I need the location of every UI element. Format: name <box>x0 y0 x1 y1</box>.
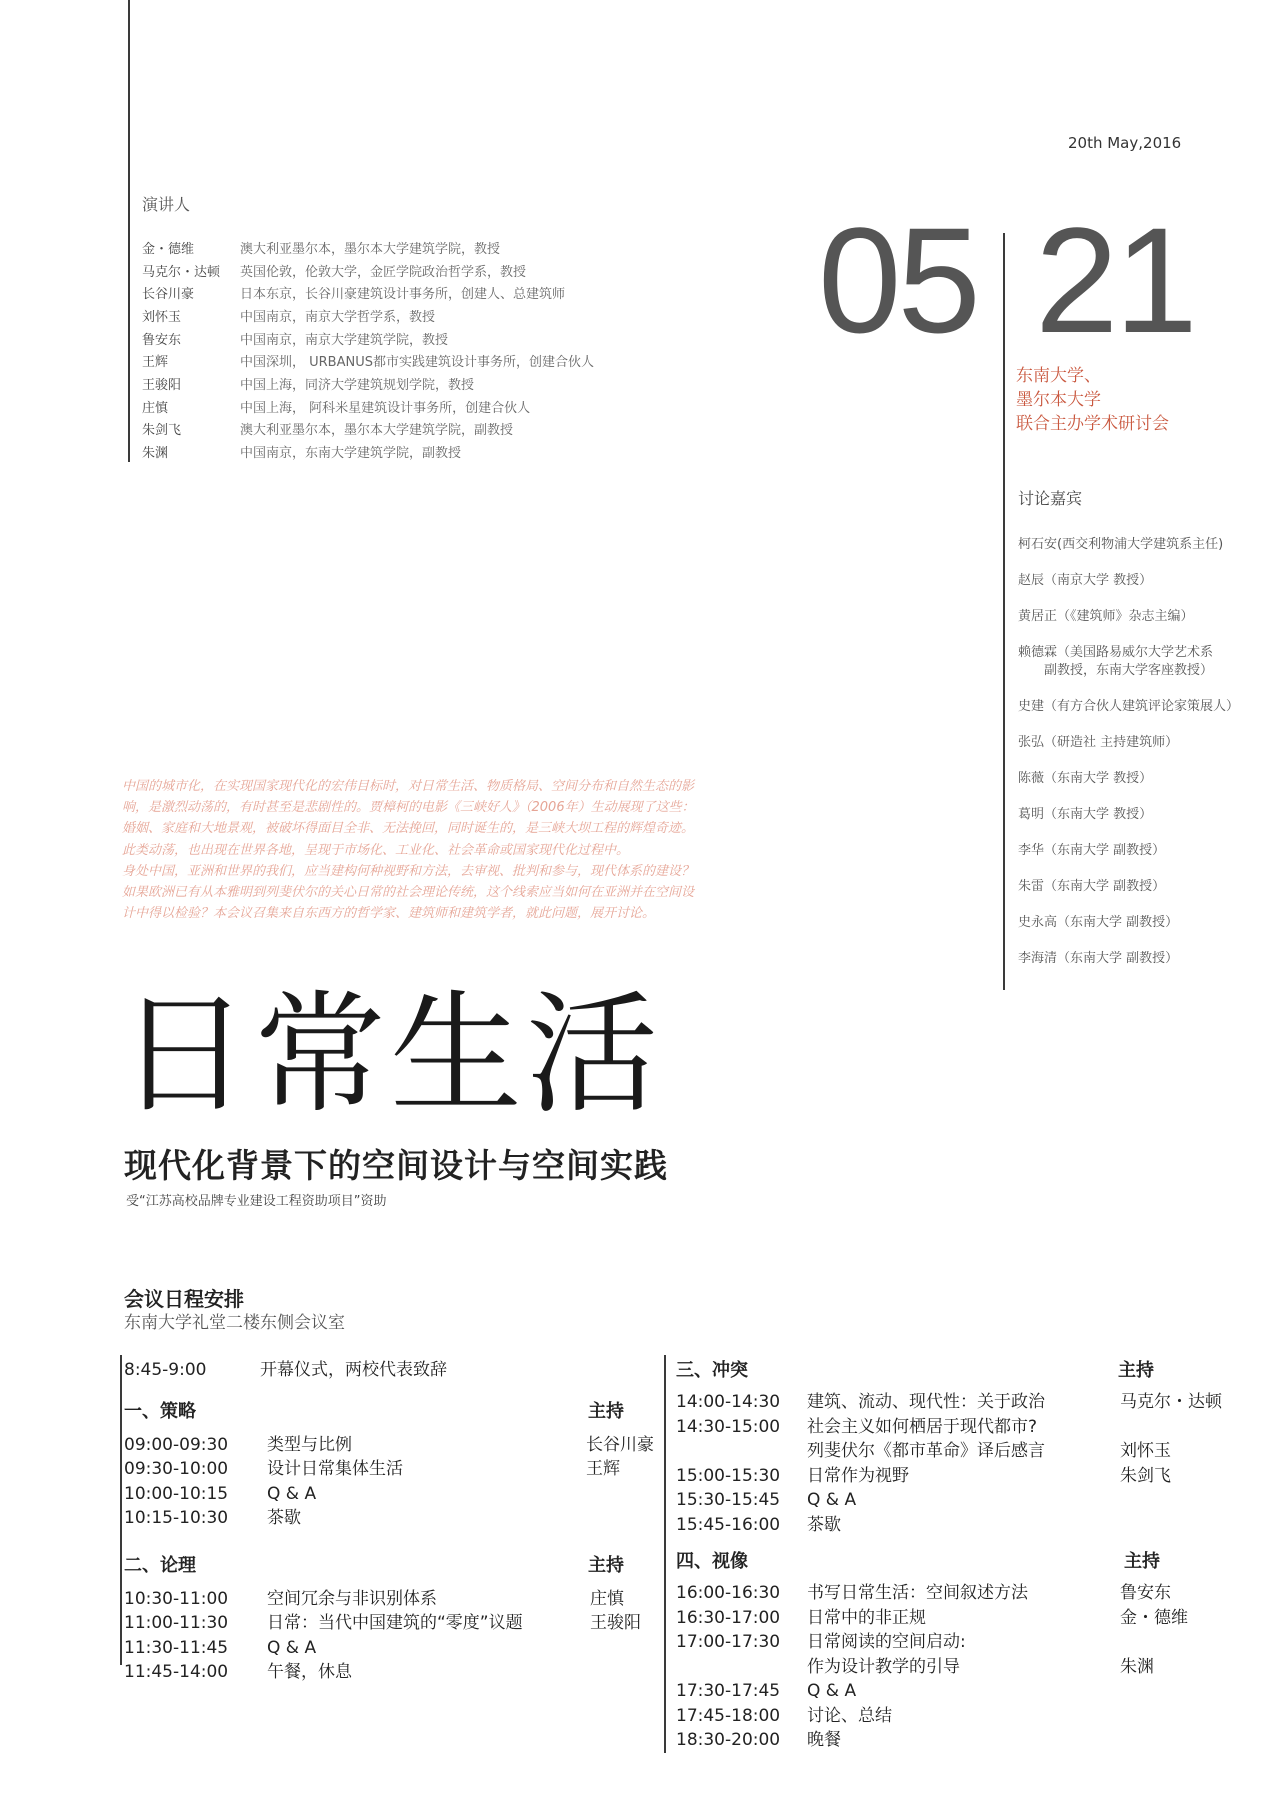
schedule-time: 17:45-18:00 <box>676 1705 781 1726</box>
schedule-row <box>676 1704 1266 1729</box>
schedule-row <box>124 1587 664 1612</box>
intro-paragraph: 身处中国，亚洲和世界的我们，应当建构何种视野和方法，去审视、批判和参与，现代体系的建设？如果欧洲已有从本雅明到列斐伏尔的关心日常的社会理论传统，这个线索应当如何在亚洲并在空间设计中得以检验？本会议召集来自东西方的哲学家、建筑师和建筑学者，就此问题，展开讨论。 <box>122 863 695 922</box>
schedule-time: 15:30-15:45 <box>676 1490 781 1510</box>
speaker-list <box>142 236 662 463</box>
guests-title: 讨论嘉宾 <box>1018 489 1083 508</box>
guest-item: 李华（东南大学 副教授） <box>1018 843 1166 858</box>
main-title: 日常生活 <box>118 978 662 1132</box>
speaker-row <box>142 418 662 441</box>
schedule-title-text: 类型与比例 <box>267 1434 352 1455</box>
schedule-row <box>124 1457 664 1482</box>
schedule-time: 18:30-20:00 <box>676 1730 781 1750</box>
schedule-host: 王骏阳 <box>590 1613 641 1633</box>
schedule-time: 11:30-11:45 <box>124 1637 229 1658</box>
section-name: 三、冲突 <box>676 1360 748 1381</box>
speaker-affiliation: 中国上海，同济大学建筑规划学院，教授 <box>240 377 475 393</box>
guest-item: 朱雷（东南大学 副教授） <box>1018 879 1166 894</box>
schedule-title-text: 空间冗余与非识别体系 <box>267 1588 437 1609</box>
schedule-title-text: 开幕仪式，两校代表致辞 <box>260 1360 447 1380</box>
speaker-row <box>142 304 662 327</box>
section-name: 一、策略 <box>124 1400 196 1422</box>
schedule-time: 11:45-14:00 <box>124 1662 229 1682</box>
schedule-left-column <box>124 1358 664 1685</box>
schedule-row <box>676 1513 1266 1538</box>
speaker-name: 朱剑飞 <box>142 423 182 439</box>
speaker-name: 金・德维 <box>142 241 195 257</box>
schedule-row <box>124 1636 664 1661</box>
speaker-row <box>142 395 662 418</box>
speaker-row <box>142 281 662 304</box>
guest-item: 柯石安(西交利物浦大学建筑系主任) <box>1018 537 1224 552</box>
schedule-time: 8:45-9:00 <box>124 1360 207 1380</box>
speakers-title: 演讲人 <box>142 195 191 214</box>
intro-paragraph: 中国的城市化，在实现国家现代化的宏伟目标时，对日常生活、物质格局、空间分布和自然生态的影响，是激烈动荡的，有时甚至是悲剧性的。贾樟柯的电影《三峡好人》（2006年）生动展现了这些：婚姻、家庭和大地景观，被破坏得面目全非、无法挽回，同时诞生的，是三峡大坝工程的辉煌奇迹。此类动荡，也出现在世界各地，呈现于市场化、工业化、社会革命或国家现代化过程中。 <box>122 779 695 858</box>
guest-item: 史永高（东南大学 副教授） <box>1018 915 1179 930</box>
host-label: 主持 <box>1118 1360 1154 1381</box>
schedule-title-text: 晚餐 <box>807 1730 841 1750</box>
speaker-affiliation: 中国上海， 阿科米星建筑设计事务所，创建合伙人 <box>240 400 531 416</box>
right-rule <box>1003 350 1005 990</box>
schedule-host: 金・德维 <box>1120 1607 1188 1628</box>
schedule-host: 鲁安东 <box>1120 1583 1171 1603</box>
schedule-row <box>676 1630 1266 1655</box>
schedule-title-text: 日常作为视野 <box>807 1465 909 1486</box>
schedule-host: 朱剑飞 <box>1120 1465 1171 1486</box>
host-label: 主持 <box>1124 1551 1160 1572</box>
section-name: 二、论理 <box>124 1554 196 1576</box>
schedule-time: 17:30-17:45 <box>676 1681 781 1701</box>
schedule-time: 09:30-10:00 <box>124 1459 229 1479</box>
section-heading <box>124 1551 664 1581</box>
schedule-host: 王辉 <box>586 1459 620 1479</box>
schedule-time: 09:00-09:30 <box>124 1434 229 1455</box>
host-label: 主持 <box>588 1400 624 1422</box>
big-day: 21 <box>1035 196 1194 364</box>
schedule-title-text: 日常阅读的空间启动: <box>807 1632 966 1652</box>
speaker-row <box>142 259 662 282</box>
speaker-row <box>142 440 662 463</box>
schedule-time: 17:00-17:30 <box>676 1632 781 1652</box>
section-heading <box>676 1547 1266 1577</box>
schedule-time: 10:30-11:00 <box>124 1588 229 1609</box>
organizer-line: 墨尔本大学 <box>1016 390 1101 410</box>
schedule-host: 长谷川豪 <box>586 1434 654 1455</box>
guest-item: 赖德霖（美国路易威尔大学艺术系 副教授，东南大学客座教授） <box>1018 645 1214 678</box>
schedule-title-text: 设计日常集体生活 <box>267 1459 403 1479</box>
schedule-time: 15:45-16:00 <box>676 1514 781 1535</box>
speaker-name: 庄慎 <box>142 400 169 416</box>
schedule-title-text: Q & A <box>267 1637 317 1658</box>
schedule-row <box>676 1606 1266 1631</box>
speaker-row <box>142 327 662 350</box>
speaker-affiliation: 中国南京，南京大学建筑学院，教授 <box>240 332 449 348</box>
date-divider-rule <box>1003 233 1005 351</box>
schedule-row <box>676 1439 1266 1464</box>
schedule-row <box>676 1581 1266 1606</box>
schedule-title-text: 书写日常生活：空间叙述方法 <box>807 1583 1028 1603</box>
speaker-name: 马克尔・达顿 <box>142 264 221 280</box>
guest-item: 史建（有方合伙人建筑评论家策展人） <box>1018 699 1240 714</box>
schedule-title-text: 日常：当代中国建筑的“零度”议题 <box>267 1613 523 1633</box>
organizer-line: 东南大学、 <box>1016 366 1101 386</box>
schedule-row <box>676 1488 1266 1513</box>
section-heading <box>676 1356 1266 1386</box>
speaker-name: 长谷川豪 <box>142 287 195 303</box>
speaker-name: 王辉 <box>142 355 169 371</box>
speaker-row <box>142 236 662 259</box>
schedule-title-text: 日常中的非正规 <box>807 1607 926 1628</box>
speaker-affiliation: 中国南京，东南大学建筑学院，副教授 <box>240 446 462 462</box>
organizers <box>1016 364 1169 436</box>
schedule-row <box>676 1728 1266 1753</box>
schedule-right-column <box>676 1356 1266 1753</box>
big-month: 05 <box>818 196 977 364</box>
guest-item: 赵辰（南京大学 教授） <box>1018 573 1153 588</box>
schedule-host: 刘怀玉 <box>1120 1441 1171 1461</box>
schedule-row <box>676 1390 1266 1415</box>
guest-list <box>1018 536 1268 986</box>
schedule-time: 14:30-15:00 <box>676 1416 781 1437</box>
schedule-title: 会议日程安排 <box>124 1287 244 1311</box>
guest-item: 葛明（东南大学 教授） <box>1018 807 1153 822</box>
schedule-time: 16:30-17:00 <box>676 1607 781 1628</box>
schedule-row <box>676 1415 1266 1440</box>
schedule-host: 马克尔・达顿 <box>1120 1392 1222 1412</box>
schedule-venue: 东南大学礼堂二楼东侧会议室 <box>124 1313 345 1333</box>
speaker-name: 刘怀玉 <box>142 309 182 325</box>
schedule-title-text: 列斐伏尔《都市革命》译后感言 <box>807 1441 1045 1461</box>
schedule-title-text: 社会主义如何栖居于现代都市? <box>807 1416 1038 1437</box>
schedule-time: 11:00-11:30 <box>124 1613 229 1633</box>
schedule-time: 10:15-10:30 <box>124 1508 229 1528</box>
subtitle: 现代化背景下的空间设计与空间实践 <box>124 1146 668 1185</box>
section-name: 四、视像 <box>676 1551 748 1572</box>
speaker-name: 王骏阳 <box>142 377 182 393</box>
speaker-affiliation: 英国伦敦，伦敦大学，金匠学院政治哲学系，教授 <box>240 264 527 280</box>
schedule-host: 朱渊 <box>1120 1656 1154 1677</box>
schedule-row <box>124 1660 664 1685</box>
schedule-title-text: Q & A <box>807 1681 857 1701</box>
schedule-row <box>676 1464 1266 1489</box>
speaker-name: 朱渊 <box>142 446 169 462</box>
schedule-row <box>124 1433 664 1458</box>
speaker-row <box>142 349 662 372</box>
guest-item: 陈薇（东南大学 教授） <box>1018 771 1153 786</box>
speaker-affiliation: 澳大利亚墨尔本，墨尔本大学建筑学院，教授 <box>240 241 501 257</box>
schedule-row <box>124 1506 664 1531</box>
organizer-line: 联合主办学术研讨会 <box>1016 414 1169 434</box>
schedule-time: 15:00-15:30 <box>676 1465 781 1486</box>
guest-item: 李海清（东南大学 副教授） <box>1018 951 1179 966</box>
schedule-title-text: 建筑、流动、现代性：关于政治 <box>807 1392 1045 1412</box>
guest-item: 黄居正（《建筑师》杂志主编） <box>1018 609 1194 624</box>
schedule-title-text: 茶歇 <box>807 1514 841 1535</box>
speaker-row <box>142 372 662 395</box>
speaker-name: 鲁安东 <box>142 332 182 348</box>
schedule-time: 16:00-16:30 <box>676 1583 781 1603</box>
guest-item: 张弘（研造社 主持建筑师） <box>1018 735 1179 750</box>
schedule-title-text: Q & A <box>267 1483 317 1504</box>
speaker-affiliation: 中国南京，南京大学哲学系，教授 <box>240 309 436 325</box>
section-heading <box>124 1397 664 1427</box>
schedule-row <box>676 1679 1266 1704</box>
speaker-affiliation: 日本东京，长谷川豪建筑设计事务所，创建人、总建筑师 <box>240 287 566 303</box>
left-top-rule <box>128 0 130 462</box>
host-label: 主持 <box>588 1554 624 1576</box>
schedule-row <box>676 1655 1266 1680</box>
schedule-title-text: 午餐，休息 <box>267 1662 352 1682</box>
schedule-title-text: Q & A <box>807 1490 857 1510</box>
speaker-affiliation: 中国深圳， URBANUS都市实践建筑设计事务所，创建合伙人 <box>240 355 594 371</box>
schedule-row <box>124 1482 664 1507</box>
speaker-affiliation: 澳大利亚墨尔本，墨尔本大学建筑学院，副教授 <box>240 423 514 439</box>
schedule-title-text: 作为设计教学的引导 <box>807 1656 960 1677</box>
schedule-opening-row <box>124 1358 664 1383</box>
date-text: 20th May,2016 <box>1068 134 1182 152</box>
sponsor-note: 受“江苏高校品牌专业建设工程资助项目”资助 <box>126 1194 387 1209</box>
schedule-title-text: 讨论、总结 <box>807 1705 892 1726</box>
schedule-left-rule <box>120 1355 122 1665</box>
schedule-time: 10:00-10:15 <box>124 1483 229 1504</box>
schedule-mid-rule <box>664 1355 666 1753</box>
intro-text <box>122 776 697 924</box>
schedule-time: 14:00-14:30 <box>676 1392 781 1412</box>
schedule-title-text: 茶歇 <box>267 1508 301 1528</box>
schedule-host: 庄慎 <box>590 1588 624 1609</box>
schedule-row <box>124 1611 664 1636</box>
